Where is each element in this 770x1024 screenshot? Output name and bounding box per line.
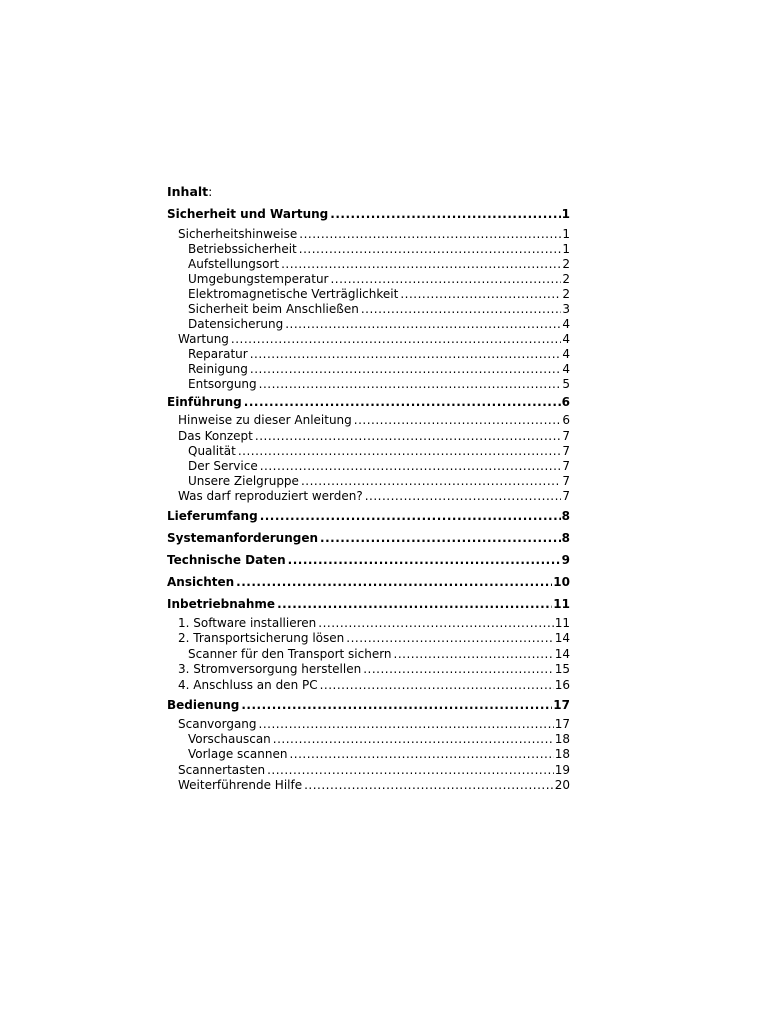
toc-dot-leader: [364, 488, 562, 504]
toc-entry-page-number: 19: [554, 763, 570, 777]
toc-entry[interactable]: [178, 630, 570, 646]
toc-entry-title: Betriebssicherheit: [188, 242, 297, 256]
toc-entry-title: Elektromagnetische Verträglichkeit: [188, 287, 399, 301]
toc-entry[interactable]: [167, 530, 570, 546]
toc-entry[interactable]: [167, 697, 570, 713]
toc-dot-leader: [258, 716, 554, 732]
toc-entry-title: Reparatur: [188, 347, 248, 361]
toc-entry-title: Wartung: [178, 332, 229, 346]
toc-entry[interactable]: [188, 286, 570, 302]
toc-entry[interactable]: [178, 615, 570, 631]
toc-entry-page-number: 1: [562, 242, 570, 256]
toc-dot-leader: [266, 762, 554, 778]
toc-dot-leader: [230, 331, 561, 347]
toc-entry-page-number: 1: [561, 207, 570, 221]
toc-dot-leader: [319, 530, 561, 546]
toc-dot-leader: [329, 206, 560, 222]
toc-entry-page-number: 1: [562, 227, 570, 241]
toc-entry[interactable]: [178, 661, 570, 677]
toc-entry-title: Aufstellungsort: [188, 257, 280, 271]
toc-dot-leader: [287, 552, 561, 568]
toc-entry-title: Scannertasten: [178, 763, 266, 777]
toc-entry[interactable]: [178, 716, 570, 732]
toc-dot-leader: [362, 661, 554, 677]
toc-entry-page-number: 17: [554, 717, 570, 731]
toc-entry-page-number: 6: [561, 395, 570, 409]
toc-entry-page-number: 4: [562, 347, 570, 361]
toc-entry[interactable]: [188, 256, 570, 272]
toc-dot-leader: [303, 777, 554, 793]
toc-entry-page-number: 7: [562, 474, 570, 488]
toc-entry-title: 4. Anschluss an den PC: [178, 678, 318, 692]
toc-entry-title: Bedienung: [167, 698, 240, 712]
toc-entry-title: Ansichten: [167, 575, 235, 589]
toc-entry-page-number: 17: [553, 698, 570, 712]
toc-dot-leader: [329, 271, 561, 287]
toc-dot-leader: [276, 596, 552, 612]
toc-dot-leader: [258, 376, 562, 392]
toc-entry-title: Systemanforderungen: [167, 531, 319, 545]
toc-dot-leader: [284, 316, 561, 332]
toc-dot-leader: [300, 473, 561, 489]
toc-dot-leader: [235, 574, 552, 590]
toc-entry[interactable]: [178, 331, 570, 347]
toc-entry-page-number: 14: [554, 647, 570, 661]
toc-dot-leader: [280, 256, 561, 272]
toc-entry[interactable]: [167, 596, 570, 612]
toc-entry[interactable]: [167, 206, 570, 222]
toc-entry[interactable]: [178, 677, 570, 693]
toc-entry-title: Hinweise zu dieser Anleitung: [178, 413, 352, 427]
toc-dot-leader: [288, 746, 553, 762]
toc-dot-leader: [399, 286, 561, 302]
toc-entry-page-number: 11: [553, 597, 570, 611]
toc-entry-title: Entsorgung: [188, 377, 257, 391]
toc-entry[interactable]: [178, 226, 570, 242]
toc-entry-page-number: 18: [554, 747, 570, 761]
toc-entry[interactable]: [188, 361, 570, 377]
toc-heading-label: Inhalt: [167, 184, 209, 199]
toc-entry-title: Inbetriebnahme: [167, 597, 276, 611]
toc-entry-page-number: 5: [562, 377, 570, 391]
toc-dot-leader: [353, 412, 562, 428]
toc-entry-title: Vorlage scannen: [188, 747, 288, 761]
toc-entry-title: Technische Daten: [167, 553, 286, 567]
toc-entry[interactable]: [188, 458, 570, 474]
toc-entry[interactable]: [178, 762, 570, 778]
toc-dot-leader: [319, 677, 554, 693]
toc-entry-title: Sicherheit beim Anschließen: [188, 302, 359, 316]
toc-entry-page-number: 16: [554, 678, 570, 692]
toc-entry-page-number: 9: [561, 553, 570, 567]
toc-entry[interactable]: [188, 241, 570, 257]
toc-entry-page-number: 4: [562, 362, 570, 376]
toc-entry[interactable]: [188, 301, 570, 317]
toc-entry-title: Sicherheitshinweise: [178, 227, 298, 241]
toc-entry-page-number: 11: [554, 616, 570, 630]
toc-dot-leader: [317, 615, 553, 631]
toc-entry-title: Scanner für den Transport sichern: [188, 647, 392, 661]
toc-entry-title: Das Konzept: [178, 429, 253, 443]
toc-entry-title: Reinigung: [188, 362, 248, 376]
toc-dot-leader: [393, 646, 554, 662]
toc-dot-leader: [254, 428, 561, 444]
toc-dot-leader: [249, 346, 562, 362]
toc-entry[interactable]: [178, 777, 570, 793]
toc-entry-page-number: 7: [562, 429, 570, 443]
toc-entry[interactable]: [188, 346, 570, 362]
toc-entry[interactable]: [178, 428, 570, 444]
toc-dot-leader: [298, 241, 562, 257]
toc-entry-title: 2. Transportsicherung lösen: [178, 631, 345, 645]
toc-entry-page-number: 6: [562, 413, 570, 427]
toc-entry-title: Vorschauscan: [188, 732, 271, 746]
toc-heading-colon: :: [208, 184, 213, 199]
toc-entry-page-number: 4: [562, 332, 570, 346]
toc-dot-leader: [259, 508, 561, 524]
toc-entry-page-number: 4: [562, 317, 570, 331]
toc-dot-leader: [272, 731, 554, 747]
toc-entry-page-number: 2: [562, 257, 570, 271]
toc-dot-leader: [298, 226, 561, 242]
toc-entry-page-number: 8: [561, 531, 570, 545]
toc-dot-leader: [345, 630, 553, 646]
toc-entry-title: Was darf reproduziert werden?: [178, 489, 363, 503]
toc-entry[interactable]: [188, 443, 570, 459]
toc-entry-page-number: 3: [562, 302, 570, 316]
toc-entry-page-number: 2: [562, 272, 570, 286]
toc-entry[interactable]: [188, 376, 570, 392]
toc-entry-title: Sicherheit und Wartung: [167, 207, 329, 221]
toc-entry-page-number: 18: [554, 732, 570, 746]
toc-dot-leader: [249, 361, 561, 377]
toc-entry-title: 3. Stromversorgung herstellen: [178, 662, 362, 676]
toc-entry-title: Lieferumfang: [167, 509, 258, 523]
toc-entry-page-number: 7: [562, 444, 570, 458]
toc-entry-title: 1. Software installieren: [178, 616, 317, 630]
toc-entry-page-number: 2: [562, 287, 570, 301]
toc-entry[interactable]: [167, 394, 570, 410]
toc-entry[interactable]: [178, 488, 570, 504]
toc-entry-page-number: 15: [554, 662, 570, 676]
toc-entry[interactable]: [188, 316, 570, 332]
toc-entry-page-number: 8: [561, 509, 570, 523]
toc-entry-title: Unsere Zielgruppe: [188, 474, 299, 488]
toc-entry-page-number: 20: [554, 778, 570, 792]
toc-entry[interactable]: [167, 574, 570, 590]
toc-entry-title: Der Service: [188, 459, 258, 473]
toc-entry-title: Scanvorgang: [178, 717, 257, 731]
toc-dot-leader: [243, 394, 561, 410]
toc-entry[interactable]: [188, 473, 570, 489]
toc-dot-leader: [237, 443, 562, 459]
toc-dot-leader: [259, 458, 562, 474]
toc-entry-title: Qualität: [188, 444, 236, 458]
toc-entry[interactable]: [188, 746, 570, 762]
toc-entry[interactable]: [188, 646, 570, 662]
toc-entry-page-number: 10: [553, 575, 570, 589]
toc-entry[interactable]: [167, 552, 570, 568]
toc-entry[interactable]: [188, 271, 570, 287]
toc-entry-title: Weiterführende Hilfe: [178, 778, 303, 792]
toc-entry[interactable]: [178, 412, 570, 428]
toc-dot-leader: [360, 301, 562, 317]
toc-entry[interactable]: [167, 508, 570, 524]
toc-entry-title: Umgebungstemperatur: [188, 272, 329, 286]
toc-entry-title: Einführung: [167, 395, 242, 409]
toc-entry-page-number: 14: [554, 631, 570, 645]
toc-entry-page-number: 7: [562, 459, 570, 473]
toc-dot-leader: [240, 697, 552, 713]
toc-entry-page-number: 7: [562, 489, 570, 503]
toc-entry[interactable]: [188, 731, 570, 747]
toc-entry-title: Datensicherung: [188, 317, 284, 331]
